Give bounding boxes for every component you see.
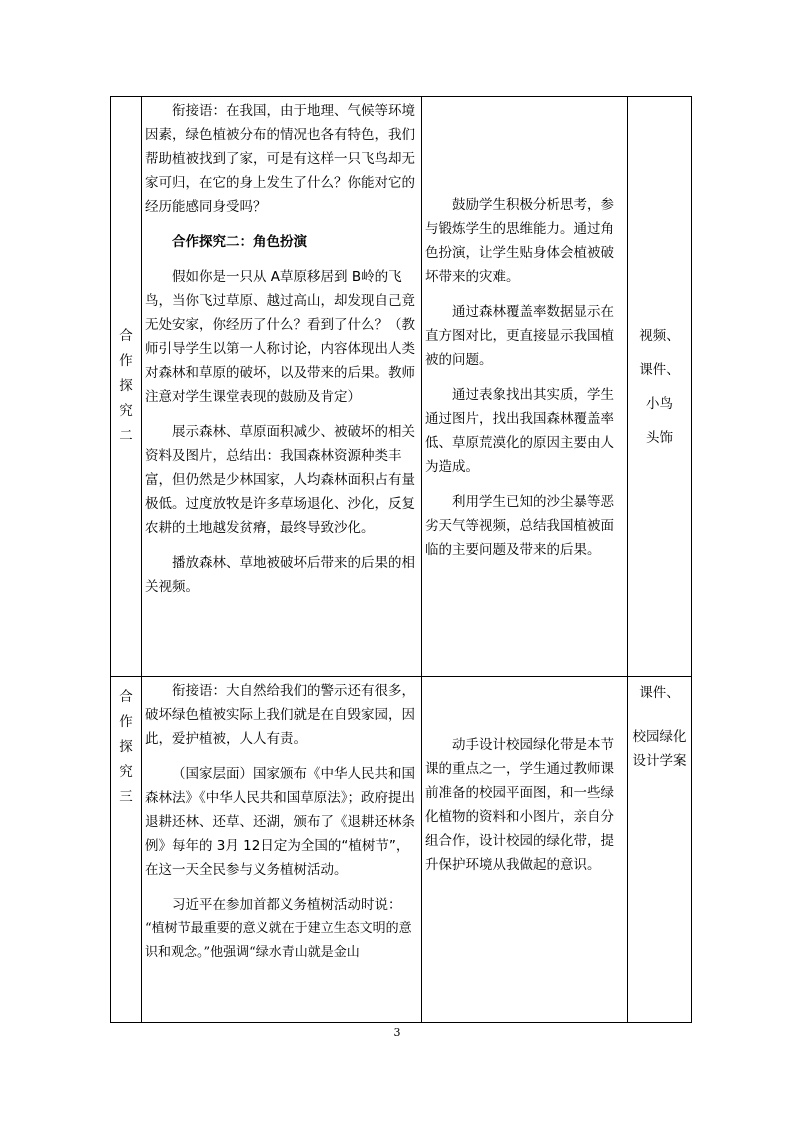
design-intent-cell (422, 677, 628, 1023)
paragraph: （国家层面）国家颁布《中华人民共和国森林法》《中华人民共和国草原法》；政府提出退耕还林、还草、还湖，颁布了《退耕还林条例》每年的 3月 12日定为全国的“植树节”，在这一天全民参与义务植树活动。 (145, 766, 415, 878)
resource-item: 小鸟 (646, 395, 673, 412)
table-row (111, 677, 692, 1023)
section-char: 探 (119, 378, 133, 394)
teaching-content-cell (142, 677, 422, 1023)
section-label-cell (111, 97, 142, 677)
resources-cell (628, 97, 692, 677)
section-char: 二 (119, 428, 133, 444)
section-char: 究 (119, 764, 133, 780)
section-label-cell (111, 677, 142, 1023)
resource-item: 视频、 (639, 327, 680, 344)
paragraph: 通过表象找出其实质，学生通过图片，找出我国森林覆盖率低、草原荒漠化的原因主要由人为造成。 (425, 387, 614, 475)
section-char: 究 (119, 403, 133, 419)
paragraph: 假如你是一只从 A草原移居到 B岭的飞鸟，当你飞过草原、越过高山，却发现自己竟无处安家，你经历了什么？看到了什么？（教师引导学生以第一人称讨论，内容体现出人类对森林和草原的破坏，以及带来的后果。教师注意对学生课堂表现的鼓励及肯定） (145, 269, 415, 405)
paragraph: 展示森林、草原面积减少、被破坏的相关资料及图片，总结出：我国森林资源种类丰富，但仍然是少林国家，人均森林面积占有量极低。过度放牧是许多草场退化、沙化，反复农耕的土地越发贫瘠，最终导致沙化。 (145, 424, 415, 536)
section-char: 作 (119, 714, 133, 730)
resource-item: 课件、 (639, 685, 680, 701)
resource-item: 头饰 (646, 429, 673, 446)
section-char: 作 (119, 353, 133, 369)
paragraph: 习近平在参加首都义务植树活动时说： (172, 897, 402, 913)
teaching-content-cell (142, 97, 422, 677)
design-intent-cell (422, 97, 628, 677)
resource-item: 课件、 (639, 361, 680, 378)
paragraph: 动手设计校园绿化带是本节课的重点之一，学生通过教师课前准备的校园平面图，和一些绿化植物的资料和小图片，亲自分组合作，设计校园的绿化带，提升保护环境从我做起的意识。 (425, 737, 614, 873)
section-char: 三 (119, 789, 133, 805)
paragraph: 通过森林覆盖率数据显示在直方图对比，更直接显示我国植被的问题。 (425, 304, 614, 368)
paragraph: 利用学生已知的沙尘暴等恶劣天气等视频，总结我国植被面临的主要问题及带来的后果。 (425, 494, 614, 558)
lesson-plan-table (110, 96, 692, 1023)
page-number: 3 (393, 1026, 401, 1039)
resource-item: 设计学案 (632, 753, 687, 769)
paragraph: 鼓励学生积极分析思考，参与锻炼学生的思维能力。通过角色扮演，让学生贴身体会植被破坏带来的灾难。 (425, 197, 614, 285)
activity-heading: 合作探究二：角色扮演 (172, 234, 307, 250)
paragraph: 衔接语：在我国，由于地理、气候等环境因素，绿色植被分布的情况也各有特色，我们帮助植被找到了家，可是有这样一只飞鸟却无家可归，在它的身上发生了什么？你能对它的经历能感同身受吗？ (145, 103, 415, 215)
table-row (111, 97, 692, 677)
paragraph: 播放森林、草地被破坏后带来的后果的相关视频。 (145, 555, 415, 595)
section-char: 合 (119, 689, 133, 705)
quote-paragraph: “植树节最重要的意义就在于建立生态文明的意识和观念。”他强调“绿水青山就是金山 (145, 921, 412, 960)
resource-item: 校园绿化 (632, 729, 687, 745)
section-char: 合 (119, 328, 133, 344)
paragraph: 衔接语：大自然给我们的警示还有很多，破坏绿色植被实际上我们就是在自毁家园，因此，爱护植被，人人有责。 (145, 683, 415, 747)
section-char: 探 (119, 739, 133, 755)
resources-cell (628, 677, 692, 1023)
